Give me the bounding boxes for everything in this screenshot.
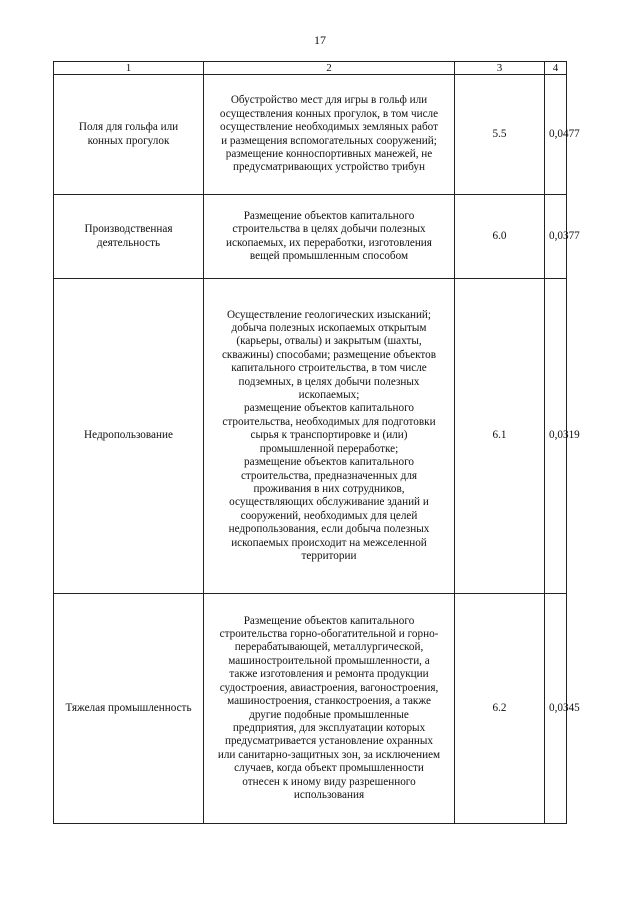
page-number: 17 [314, 33, 326, 47]
use-type-code: 6.2 [455, 594, 545, 824]
use-type-code: 6.0 [455, 195, 545, 279]
column-header-4: 4 [545, 62, 567, 75]
coefficient-value: 0,0377 [545, 195, 567, 279]
column-header-3: 3 [455, 62, 545, 75]
column-header-2: 2 [204, 62, 455, 75]
use-type-description: Обустройство мест для игры в гольф или осуществления конных прогулок, в том числе осуществление необходимых земляных работ и размещения вспомогательных сооружений; размещение конноспортивных манежей, не предусматривающих устройство трибун [204, 75, 455, 195]
use-type-name: Производственная деятельность [54, 195, 204, 279]
use-type-code: 6.1 [455, 279, 545, 594]
coefficient-value: 0,0345 [545, 594, 567, 824]
use-type-description: Осуществление геологических изысканий; добыча полезных ископаемых открытым (карьеры, отвалы) и закрытым (шахты, скважины) способами; размещение объектов капитального строительства, в том числе подземных, в целях добычи полезных ископаемых; размещение объектов капитального строительства, необходимых для подготовки сырья к транспортировке и (или) промышленной переработке; размещение объектов капитального строительства, предназначенных для проживания в них сотрудников, осуществляющих обслуживание зданий и сооружений, необходимых для целей недропользования, если добыча полезных ископаемых происходит на межселенной территории [204, 279, 455, 594]
table-header-row [54, 62, 567, 75]
column-header-1: 1 [54, 62, 204, 75]
table-row [54, 75, 567, 195]
use-type-code: 5.5 [455, 75, 545, 195]
use-type-description: Размещение объектов капитального строительства в целях добычи полезных ископаемых, их переработки, изготовления вещей промышленным способом [204, 195, 455, 279]
coefficient-value: 0,0319 [545, 279, 567, 594]
table-row [54, 279, 567, 594]
use-type-name: Недропользование [54, 279, 204, 594]
table-row [54, 594, 567, 824]
use-type-name: Поля для гольфа или конных прогулок [54, 75, 204, 195]
use-type-name: Тяжелая промышленность [54, 594, 204, 824]
land-use-table [53, 61, 580, 824]
coefficient-value: 0,0477 [545, 75, 567, 195]
table-row [54, 195, 567, 279]
use-type-description: Размещение объектов капитального строительства горно-обогатительной и горно- перерабатывающей, металлургической, машиностроительной промышленности, а также изготовления и ремонта продукции судостроения, авиастроения, вагоностроения, машиностроения, станкостроения, а также другие подобные промышленные предприятия, для эксплуатации которых предусматривается установление охранных или санитарно-защитных зон, за исключением случаев, когда объект промышленности отнесен к иному виду разрешенного использования [204, 594, 455, 824]
